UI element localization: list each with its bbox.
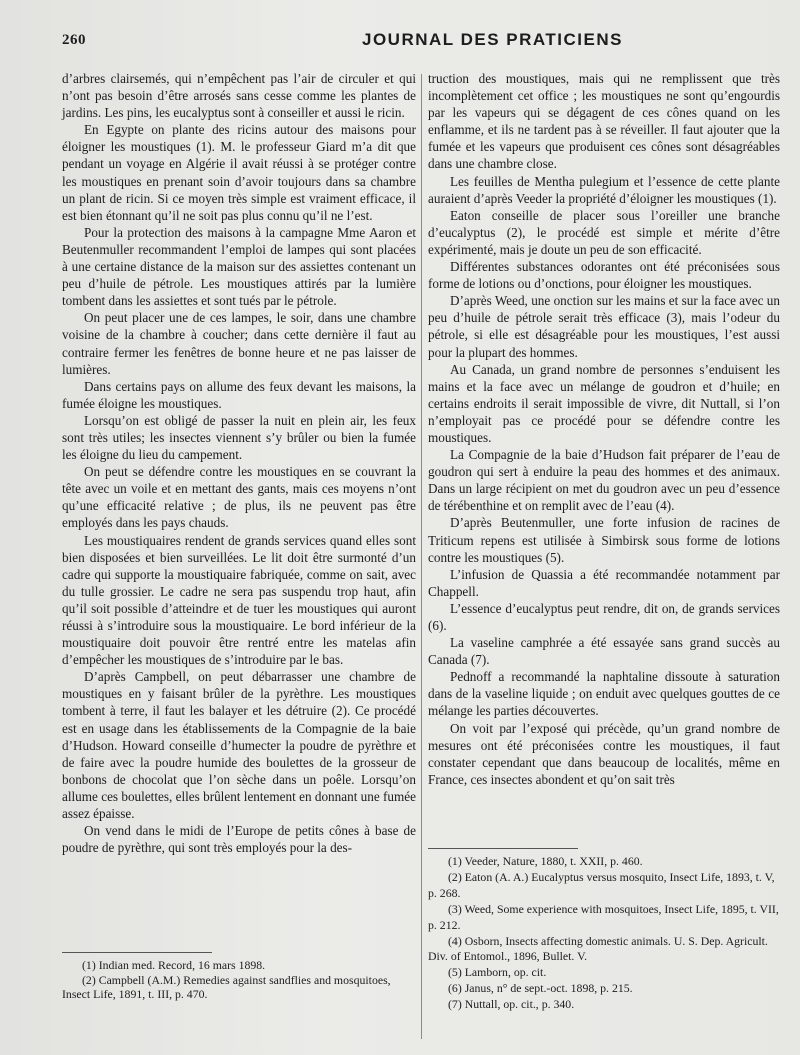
footnote: (4) Osborn, Insects affecting domestic animals. U. S. Dep. Agricult. Div. of Entomol., 1896, Bullet. V. (428, 933, 768, 964)
paragraph: Différentes substances odorantes ont été préconisées sous forme de lotions ou d’onctions, pour éloigner les moustiques. (428, 259, 780, 292)
left-column (62, 70, 416, 856)
paragraph: d’arbres clairsemés, qui n’empêchent pas l’air de circuler et qui n’ont pas besoin d’être arrosés sans cesse comme les plantes de jardins. Les pins, les eucalyptus sont à conseiller et aussi le ricin. (62, 71, 416, 121)
paragraph: On vend dans le midi de l’Europe de petits cônes à base de poudre de pyrèthre, qui sont très employés pour la des- (62, 823, 416, 856)
footnote: (3) Weed, Some experience with mosquitoes, Insect Life, 1895, t. VII, p. 212. (428, 901, 779, 932)
paragraph: La vaseline camphrée a été essayée sans grand succès au Canada (7). (428, 635, 780, 668)
paragraph: On peut placer une de ces lampes, le soir, dans une chambre voisine de la chambre à coucher; dans cette dernière il faut au contraire fermer les fenêtres de bonne heure et ne pas laisser de lumières. (62, 310, 416, 377)
footnote: (1) Indian med. Record, 16 mars 1898. (82, 958, 266, 972)
paragraph: Au Canada, un grand nombre de personnes s’enduisent les mains et la face avec un mélange de goudron et d’huile; en certains endroits il serait impossible de vivre, dit Nuttall, si l’on n’employait pas ce procédé pour se défendre contre les moustiques. (428, 361, 780, 445)
footnotes-right (428, 854, 780, 1013)
footnote: (6) Janus, n° de sept.-oct. 1898, p. 215. (448, 981, 633, 996)
paragraph: truction des moustiques, mais qui ne remplissent que très incomplètement cet office ; les moustiques ne sont qu’engourdis par les vapeurs qui se dégagent de ces cônes quand on les enflamme, et ils ne tardent pas à se réveiller. Il faut ajouter que la fumée et les vapeurs que produisent ces cônes sont désagréables dans une chambre close. (428, 71, 780, 172)
paragraph: Eaton conseille de placer sous l’oreiller une branche d’eucalyptus (2), le procédé est simple et mérite d’être expérimenté, mais je doute un peu de son efficacité. (428, 207, 780, 257)
paragraph: On voit par l’exposé qui précède, qu’un grand nombre de mesures ont été préconisées contre les moustiques, il faut constater cependant que dans beaucoup de localités, même en France, ces insectes abondent et qu’on sait très (428, 720, 780, 787)
paragraph: D’après Beutenmuller, une forte infusion de racines de Triticum repens est utilisée à Simbirsk sous forme de lotions contre les moustiques (5). (428, 515, 780, 565)
right-column (428, 70, 780, 788)
paragraph: D’après Weed, une onction sur les mains et sur la face avec un peu d’huile de pétrole serait très efficace (3), mais l’odeur du pétrole, si elle est désagréable pour les moustiques, l’est aussi pour la plupart des hommes. (428, 293, 780, 360)
paragraph: Les moustiquaires rendent de grands services quand elles sont bien disposées et bien surveillées. Le lit doit être surmonté d’un cadre qui supporte la moustiquaire fabriquée, comme on sait, avec du tulle grossier. Le cadre ne sera pas suspendu trop haut, afin qu’il soit possible d’atteindre et de tuer les moustiques qui auront réussi à s’introduire sous la moustiquaire. Le bord inférieur de la moustiquaire doit pouvoir être rentré entre les matelas afin d’empêcher les moustiques de s’introduire par le bas. (62, 532, 416, 668)
paragraph: Lorsqu’on est obligé de passer la nuit en plein air, les feux sont très utiles; les insectes viennent s’y brûler ou bien la fumée les éloigne du lieu du campement. (62, 412, 416, 463)
footnote: (1) Veeder, Nature, 1880, t. XXII, p. 460. (448, 854, 643, 868)
paragraph: Pednoff a recommandé la naphtaline dissoute à saturation dans de la vaseline liquide ; on enduit avec quelques gouttes de ce mélange les parties découvertes. (428, 669, 780, 719)
paragraph: On peut se défendre contre les moustiques en se couvrant la tête avec un voile et en mettant des gants, mais ces moyens n’ont qu’une efficacité relative ; de plus, ils ne peuvent pas être employés dans les pays chauds. (62, 464, 416, 531)
paragraph: L’infusion de Quassia a été recommandée notamment par Chappell. (428, 566, 780, 599)
page-header (62, 30, 777, 56)
footnotes-left (62, 958, 416, 1002)
paragraph: Dans certains pays on allume des feux devant les maisons, la fumée éloigne les moustiques. (62, 378, 416, 411)
paragraph: La Compagnie de la baie d’Hudson fait préparer de l’eau de goudron qui sert à enduire la peau des hommes et des animaux. Dans un large récipient on met du goudron avec un peu d’essence de térébenthine et on remplit avec de l’eau (4). (428, 447, 780, 514)
paragraph: D’après Campbell, on peut débarrasser une chambre de moustiques en y faisant brûler de la pyrèthre. Les moustiques tombent à terre, il faut les balayer et les détruire (2). Ce procédé est en usage dans les établissements de la Compagnie de la baie d’Hudson. Howard conseille d’humecter la poudre de pyrèthre et de faire avec la poudre humide des boulettes de la grosseur de bonbons de chocolat que l’on sèche dans un poêle. Lorsqu’on allume ces boulettes, elles brûlent lentement en donnant une fumée assez épaisse. (62, 669, 416, 822)
column-divider (421, 74, 422, 1039)
paragraph: Les feuilles de Mentha pulegium et l’essence de cette plante auraient d’après Veeder la propriété d’éloigner les moustiques (1). (428, 173, 780, 206)
footnote: (2) Campbell (A.M.) Remedies against sandflies and mosquitoes, Insect Life, 1891, t. III, p. 470. (62, 972, 391, 1001)
paragraph: L’essence d’eucalyptus peut rendre, dit on, de grands services (6). (428, 600, 780, 633)
footnote-rule (428, 848, 578, 849)
paragraph: En Egypte on plante des ricins autour des maisons pour éloigner les moustiques (1). M. le professeur Giard m’a dit que pendant un voyage en Algérie il avait réussi à se protéger contre les moustiques en prenant soin d’avoir toujours dans sa chambre un plant de ricin. Si ce moyen très simple est vraiment efficace, il est bien étonnant qu’il ne soit pas plus connu qu’il ne l’est. (62, 122, 416, 223)
footnote: (7) Nuttall, op. cit., p. 340. (448, 997, 575, 1012)
footnote: (5) Lamborn, op. cit. (448, 965, 547, 980)
footnote: (2) Eaton (A. A.) Eucalyptus versus mosquito, Insect Life, 1893, t. V, p. 268. (428, 869, 775, 900)
footnote-rule (62, 952, 212, 953)
paragraph: Pour la protection des maisons à la campagne Mme Aaron et Beutenmuller recommandent l’emploi de lampes qui sont placées à une certaine distance de la maison sur des assiettes contenant un peu d’huile de pétrole. Les moustiques attirés par la lumière tombent dans les assiettes et sont tués par le pétrole. (62, 224, 416, 309)
page-number: 260 (62, 32, 86, 48)
journal-title: JOURNAL DES PRATICIENS (362, 30, 623, 49)
